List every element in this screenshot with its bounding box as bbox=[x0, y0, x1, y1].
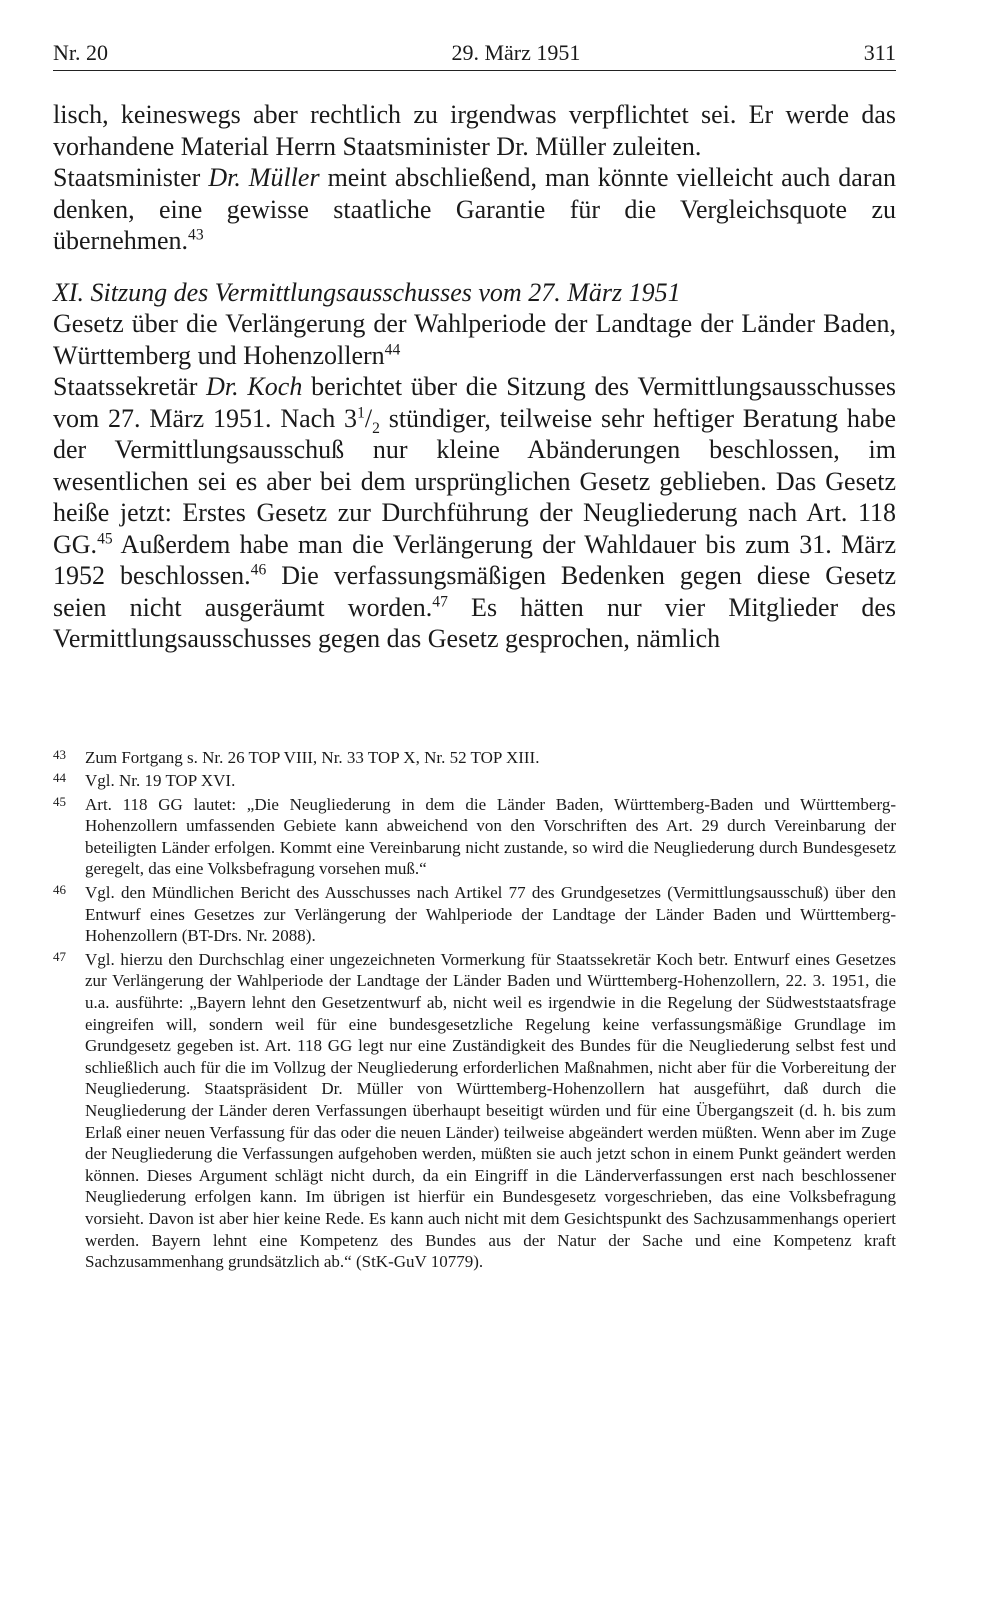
footnote-text: Zum Fortgang s. Nr. 26 TOP VIII, Nr. 33 TOP X, Nr. 52 TOP XIII. bbox=[85, 747, 540, 767]
footnote-text: Vgl. Nr. 19 TOP XVI. bbox=[85, 771, 236, 791]
issue-number: Nr. 20 bbox=[53, 40, 108, 65]
p4-text-g: Es hätten nur vier Mitglieder des Vermittlungsausschusses gegen das Gesetz gesprochen, nämlich bbox=[53, 592, 896, 653]
footnote-ref-45[interactable]: 45 bbox=[97, 529, 113, 547]
p4-text-d: stündiger, teilweise sehr heftiger Beratung habe der Vermittlungsausschuß nur kleine Abänderungen beschlossen, im wesentlichen sei es aber bei dem ursprünglichen Gesetz geblieben. Das Gesetz heiße jetzt: Erstes Gesetz zur Durchführung der Neugliederung nach Art. 118 GG. bbox=[53, 403, 897, 559]
footnote-text: Vgl. den Mündlichen Bericht des Ausschusses nach Artikel 77 des Grundgesetzes (Vermittlungsausschuß) über den Entwurf eines Gesetzes zur Verlängerung der Wahlperiode der Landtage der Länder Baden und Württemberg-Hohenzollern (BT-Drs. Nr. 2088). bbox=[85, 883, 896, 946]
paragraph-1: lisch, keineswegs aber rechtlich zu irgendwas verpflichtet sei. Er werde das vorhandene Material Herrn Staatsminister Dr. Müller zuleiten. bbox=[53, 100, 896, 161]
main-text bbox=[53, 99, 896, 655]
footnote-text: Vgl. hierzu den Durchschlag einer ungezeichneten Vormerkung für Staatssekretär Koch betr. Entwurf eines Gesetzes zur Verlängerung der Wahlperiode der Landtage der Länder Baden und Württemberg-Hohenzollern, 22. 3. 1951, die u.a. ausführte: „Bayern lehnt den Gesetzentwurf ab, nicht weil es irgendwie in die Regelung der Südweststaatsfrage eingreifen will, sondern weil für eine bundesgesetzliche Regelung keine verfassungsmäßige Grundlage im Grundgesetz gegeben ist. Art. 118 GG legt nur eine Zuständigkeit des Bundes für die Neugliederung selbst fest und schließlich auch für die im Vollzug der Neugliederung erforderlichen Maßnahmen, nicht aber für die Vorbereitung der Neugliederung. Staatspräsident Dr. Müller von Württemberg-Hohenzollern hat ausgeführt, daß durch die Neugliederung der Länder deren Verfassungen überhaupt beseitigt würden und für eine Übergangszeit (d. h. bis zum Erlaß einer neuen Verfassung für das oder die neuen Länder) teilweise abgeändert werden müßten. Wenn aber im Zuge der Neugliederung die Verfassungen aufgehoben werden, müßten sie auch jetzt schon in einem Punkt geändert werden können. Dieses Argument schlägt nicht durch, da ein Eingriff in die Länderverfassungen erst nach beschlossener Neugliederung erfolgen kann. Im übrigen ist hierfür ein Bundesgesetz vorgeschrieben, das eine Volksbefragung vorsieht. Davon ist aber hier keine Rede. Es kann auch nicht mit dem Gesichtspunkt des Sachzusammenhangs operiert werden. Bayern lehnt eine Kompetenz des Bundes aus der Natur der Sache und eine Kompetenz kraft Sachzusammenhang grundsätzlich ab.“ (StK-GuV 10779). bbox=[85, 949, 896, 1272]
fraction-slash: / bbox=[364, 403, 373, 433]
p4-text-f: Die verfassungsmäßigen Bedenken gegen diese Gesetz seien nicht ausgeräumt worden. bbox=[53, 561, 896, 622]
footnote-number: 46 bbox=[53, 882, 66, 898]
footnote-ref-47[interactable]: 47 bbox=[432, 592, 448, 610]
footnote-number: 44 bbox=[53, 770, 66, 786]
fraction-numerator: 1 bbox=[357, 403, 365, 421]
header-date: 29. März 1951 bbox=[451, 40, 581, 65]
footnote-ref-43[interactable]: 43 bbox=[188, 226, 204, 244]
section-heading: XI. Sitzung des Vermittlungsausschusses vom 27. März 1951 bbox=[53, 277, 681, 307]
p4-speaker: Dr. Koch bbox=[206, 372, 303, 401]
footnote-number: 43 bbox=[53, 746, 66, 762]
paragraph-4 bbox=[53, 371, 896, 655]
footnote-number: 45 bbox=[53, 793, 66, 809]
footnote-number: 47 bbox=[53, 948, 66, 964]
p2-text-c: meint abschließend, man könnte vielleicht auch daran denken, eine gewisse staatliche Garantie für die Vergleichsquote zu übernehmen. bbox=[53, 163, 896, 255]
p2-text-a: Staatsminister bbox=[53, 163, 209, 192]
running-header bbox=[53, 40, 896, 71]
footnote-47 bbox=[53, 949, 896, 1273]
footnote-text: Art. 118 GG lautet: „Die Neugliederung in dem die Länder Baden, Württemberg-Baden und Württemberg-Hohenzollern umfassenden Gebiete kann abweichend von den Vorschriften des Art. 29 durch Vereinbarung der beteiligten Länder erfolgen. Kommt eine Vereinbarung nicht zustande, so wird die Neugliederung durch Bundesgesetz geregelt, das eine Volksbefragung vorsehen muß.“ bbox=[85, 794, 896, 879]
footnotes-section bbox=[53, 747, 896, 1273]
p4-text-e: Außerdem habe man die Verlängerung der Wahldauer bis zum 31. März 1952 beschlossen. bbox=[53, 529, 896, 590]
p4-text-c: berichtet über die Sitzung des Vermittlungsausschusses vom 27. März 1951. Nach 3 bbox=[53, 372, 896, 433]
paragraph-2 bbox=[53, 162, 896, 257]
footnote-43 bbox=[53, 747, 896, 769]
footnote-ref-46[interactable]: 46 bbox=[250, 561, 267, 579]
paragraph-3 bbox=[53, 308, 896, 371]
footnote-46 bbox=[53, 882, 896, 947]
footnote-45 bbox=[53, 794, 896, 880]
footnote-44 bbox=[53, 770, 896, 792]
p4-text-a: Staatssekretär bbox=[53, 372, 207, 401]
fraction-denominator: 2 bbox=[372, 419, 380, 437]
page-number: 311 bbox=[863, 40, 896, 65]
p3-text: Gesetz über die Verlängerung der Wahlperiode der Landtage der Länder Baden, Württemberg und Hohenzollern bbox=[53, 309, 896, 370]
p2-speaker: Dr. Müller bbox=[208, 163, 320, 192]
footnote-ref-44[interactable]: 44 bbox=[384, 340, 401, 358]
